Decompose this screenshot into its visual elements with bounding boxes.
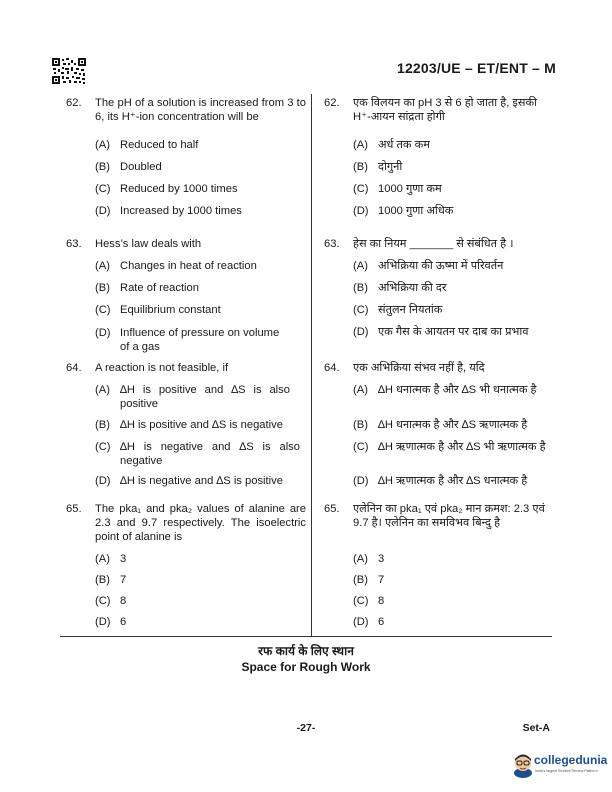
rough-work-label-hindi: रफ कार्य के लिए स्थान [258,644,354,658]
mascot-icon [512,752,534,778]
qr-code [52,58,86,84]
question-text: एलेनिन का pka₁ एवं pka₂ मान क्रमश: 2.3 एवं 9.7 है। एलेनिन का समविभव बिन्दु है [353,503,545,529]
section-divider [60,636,552,637]
set-label: Set-A [522,722,550,734]
question-text: A reaction is not feasible, if [95,362,229,374]
question-number: 63. [324,238,340,250]
watermark-name: collegedunia [534,753,608,767]
question-text: Hess’s law deals with [95,238,202,250]
question-text: The pka₁ and pka₂ values of alanine are 2.3 and 9.7 respectively. The isoelectric point of alanine is [95,503,306,543]
collegedunia-watermark [512,748,608,782]
question-number: 62. [324,97,340,109]
question-text: एक विलयन का pH 3 से 6 हो जाता है, इसकी H⁺-आयन सांद्रता होगी [353,97,537,123]
question-number: 63. [66,238,82,250]
paper-code: 12203/UE – ET/ENT – M [396,60,556,76]
question-text: हेस का नियम _______ से संबंधित है । [353,238,514,250]
column-divider [311,94,312,636]
watermark-tagline: India's largest Student Review Platform [535,769,598,773]
rough-work-label-english: Space for Rough Work [241,660,371,674]
page-number: -27- [296,722,316,734]
question-number: 64. [66,362,82,374]
question-text: The pH of a solution is increased from 3 to 6, its H⁺-ion concentration will be [95,97,306,123]
question-number: 62. [66,97,82,109]
question-text: एक अभिक्रिया संभव नहीं है, यदि [353,362,485,374]
question-number: 65. [324,503,340,515]
question-number: 64. [324,362,340,374]
question-number: 65. [66,503,82,515]
